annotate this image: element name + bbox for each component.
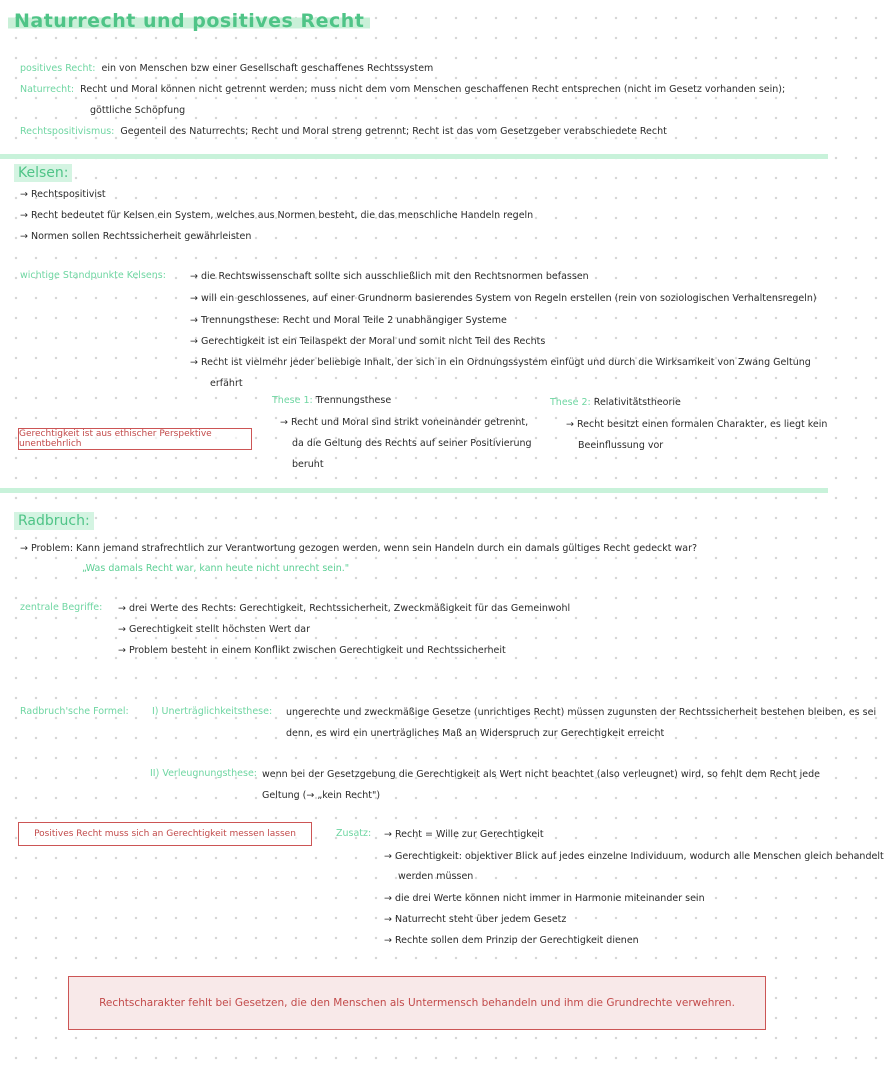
radbruch-formel-label: Radbruch'sche Formel:: [20, 706, 129, 717]
definition-naturrecht-cont: göttliche Schöpfung: [90, 105, 186, 116]
zusatz-item-cont: werden müssen: [398, 871, 474, 882]
kelsen-point: → Recht ist vielmehr jeder beliebige Inhalt, der sich in ein Ordnungssystem einfügt und durch die Wirksamkeit von Zwang Geltung: [190, 357, 811, 368]
kelsen-bullet: → Rechtspositivist: [20, 189, 106, 200]
begriff-item: → drei Werte des Rechts: Gerechtigkeit, Rechtssicherheit, Zweckmäßigkeit für das Gemeinwohl: [118, 603, 571, 614]
formel-1-label: I) Unerträglichkeitsthese:: [152, 706, 273, 717]
zusatz-item: → die drei Werte können nicht immer in Harmonie miteinander sein: [384, 893, 705, 904]
radbruch-problem: → Problem: Kann jemand strafrechtlich zur Verantwortung gezogen werden, wenn sein Handeln durch ein damals gültiges Recht gedeckt war?: [20, 543, 698, 554]
kelsen-point: → will ein geschlossenes, auf einer Grundnorm basierendes System von Regeln erstellen (rein von soziologischen Verhaltensregeln): [190, 293, 817, 304]
formel-1-line: denn, es wird ein unerträgliches Maß an Widerspruch zur Gerechtigkeit erreicht: [286, 728, 665, 739]
zusatz-item: → Naturrecht steht über jedem Gesetz: [384, 914, 567, 925]
kelsen-highlight-box: Gerechtigkeit ist aus ethischer Perspektive unentbehrlich: [18, 428, 252, 450]
kelsen-point: → Gerechtigkeit ist ein Teilaspekt der Moral und somit nicht Teil des Rechts: [190, 336, 546, 347]
formel-2-line: wenn bei der Gesetzgebung die Gerechtigkeit als Wert nicht beachtet (also verleugnet) wird, so fehlt dem Recht jede: [262, 769, 820, 780]
kelsen-bullet: → Recht bedeutet für Kelsen ein System, welches aus Normen besteht, die das menschliche Handeln regeln: [20, 210, 534, 221]
page-title: Naturrecht und positives Recht: [8, 10, 370, 32]
these-1-title: These 1: Trennungsthese: [272, 395, 392, 406]
zusatz-item: → Recht = Wille zur Gerechtigkeit: [384, 829, 544, 840]
definition-naturrecht: Naturrecht: Recht und Moral können nicht getrennt werden; muss nicht dem vom Menschen geschaffenen Recht entsprechen (nicht im Gesetz vorhanden sein);: [20, 84, 786, 95]
zusatz-label: Zusatz:: [336, 828, 372, 839]
these-2-line: → Recht besitzt einen formalen Charakter, es liegt kein: [566, 419, 828, 430]
section-divider: [0, 488, 828, 493]
begriff-item: → Problem besteht in einem Konflikt zwischen Gerechtigkeit und Rechtssicherheit: [118, 645, 506, 656]
these-1-line: → Recht und Moral sind strikt voneinander getrennt,: [280, 417, 529, 428]
these-2-title: These 2: Relativitätstheorie: [550, 397, 681, 408]
kelsen-standpunkte-label: wichtige Standpunkte Kelsens:: [20, 270, 166, 281]
zusatz-item: → Gerechtigkeit: objektiver Blick auf jedes einzelne Individuum, wodurch alle Menschen gleich behandelt: [384, 851, 884, 862]
kelsen-bullet: → Normen sollen Rechtssicherheit gewährleisten: [20, 231, 252, 242]
zentrale-begriffe-label: zentrale Begriffe:: [20, 602, 103, 613]
these-1-line: da die Geltung des Rechts auf seiner Positivierung: [292, 438, 532, 449]
kelsen-point-cont: erfährt: [210, 378, 243, 389]
these-1-line: beruht: [292, 459, 324, 470]
final-highlight-box: Rechtscharakter fehlt bei Gesetzen, die den Menschen als Untermensch behandeln und ihm die Grundrechte verwehren.: [68, 976, 766, 1030]
formel-2-label: II) Verleugnungsthese:: [150, 768, 258, 779]
formel-2-line: Geltung (→ „kein Recht"): [262, 790, 381, 801]
begriff-item: → Gerechtigkeit stellt höchsten Wert dar: [118, 624, 311, 635]
radbruch-quote: „Was damals Recht war, kann heute nicht unrecht sein.": [82, 563, 350, 574]
zusatz-item: → Rechte sollen dem Prinzip der Gerechtigkeit dienen: [384, 935, 639, 946]
radbruch-highlight-box: Positives Recht muss sich an Gerechtigkeit messen lassen: [18, 822, 312, 846]
kelsen-point: → die Rechtswissenschaft sollte sich ausschließlich mit den Rechtsnormen befassen: [190, 271, 589, 282]
kelsen-point: → Trennungsthese: Recht und Moral Teile 2 unabhängiger Systeme: [190, 315, 507, 326]
definition-rechtspositivismus: Rechtspositivismus: Gegenteil des Naturrechts; Recht und Moral streng getrennt; Recht ist das vom Gesetzgeber verabschiedete Recht: [20, 126, 667, 137]
formel-1-line: ungerechte und zweckmäßige Gesetze (unrichtiges Recht) müssen zugunsten der Rechtssicherheit bestehen bleiben, es sei: [286, 707, 877, 718]
radbruch-heading: Radbruch:: [14, 513, 94, 529]
these-2-line: Beeinflussung vor: [578, 440, 664, 451]
definition-positives-recht: positives Recht: ein von Menschen bzw einer Gesellschaft geschaffenes Rechtssystem: [20, 63, 434, 74]
kelsen-heading: Kelsen:: [14, 165, 72, 181]
section-divider: [0, 154, 828, 159]
